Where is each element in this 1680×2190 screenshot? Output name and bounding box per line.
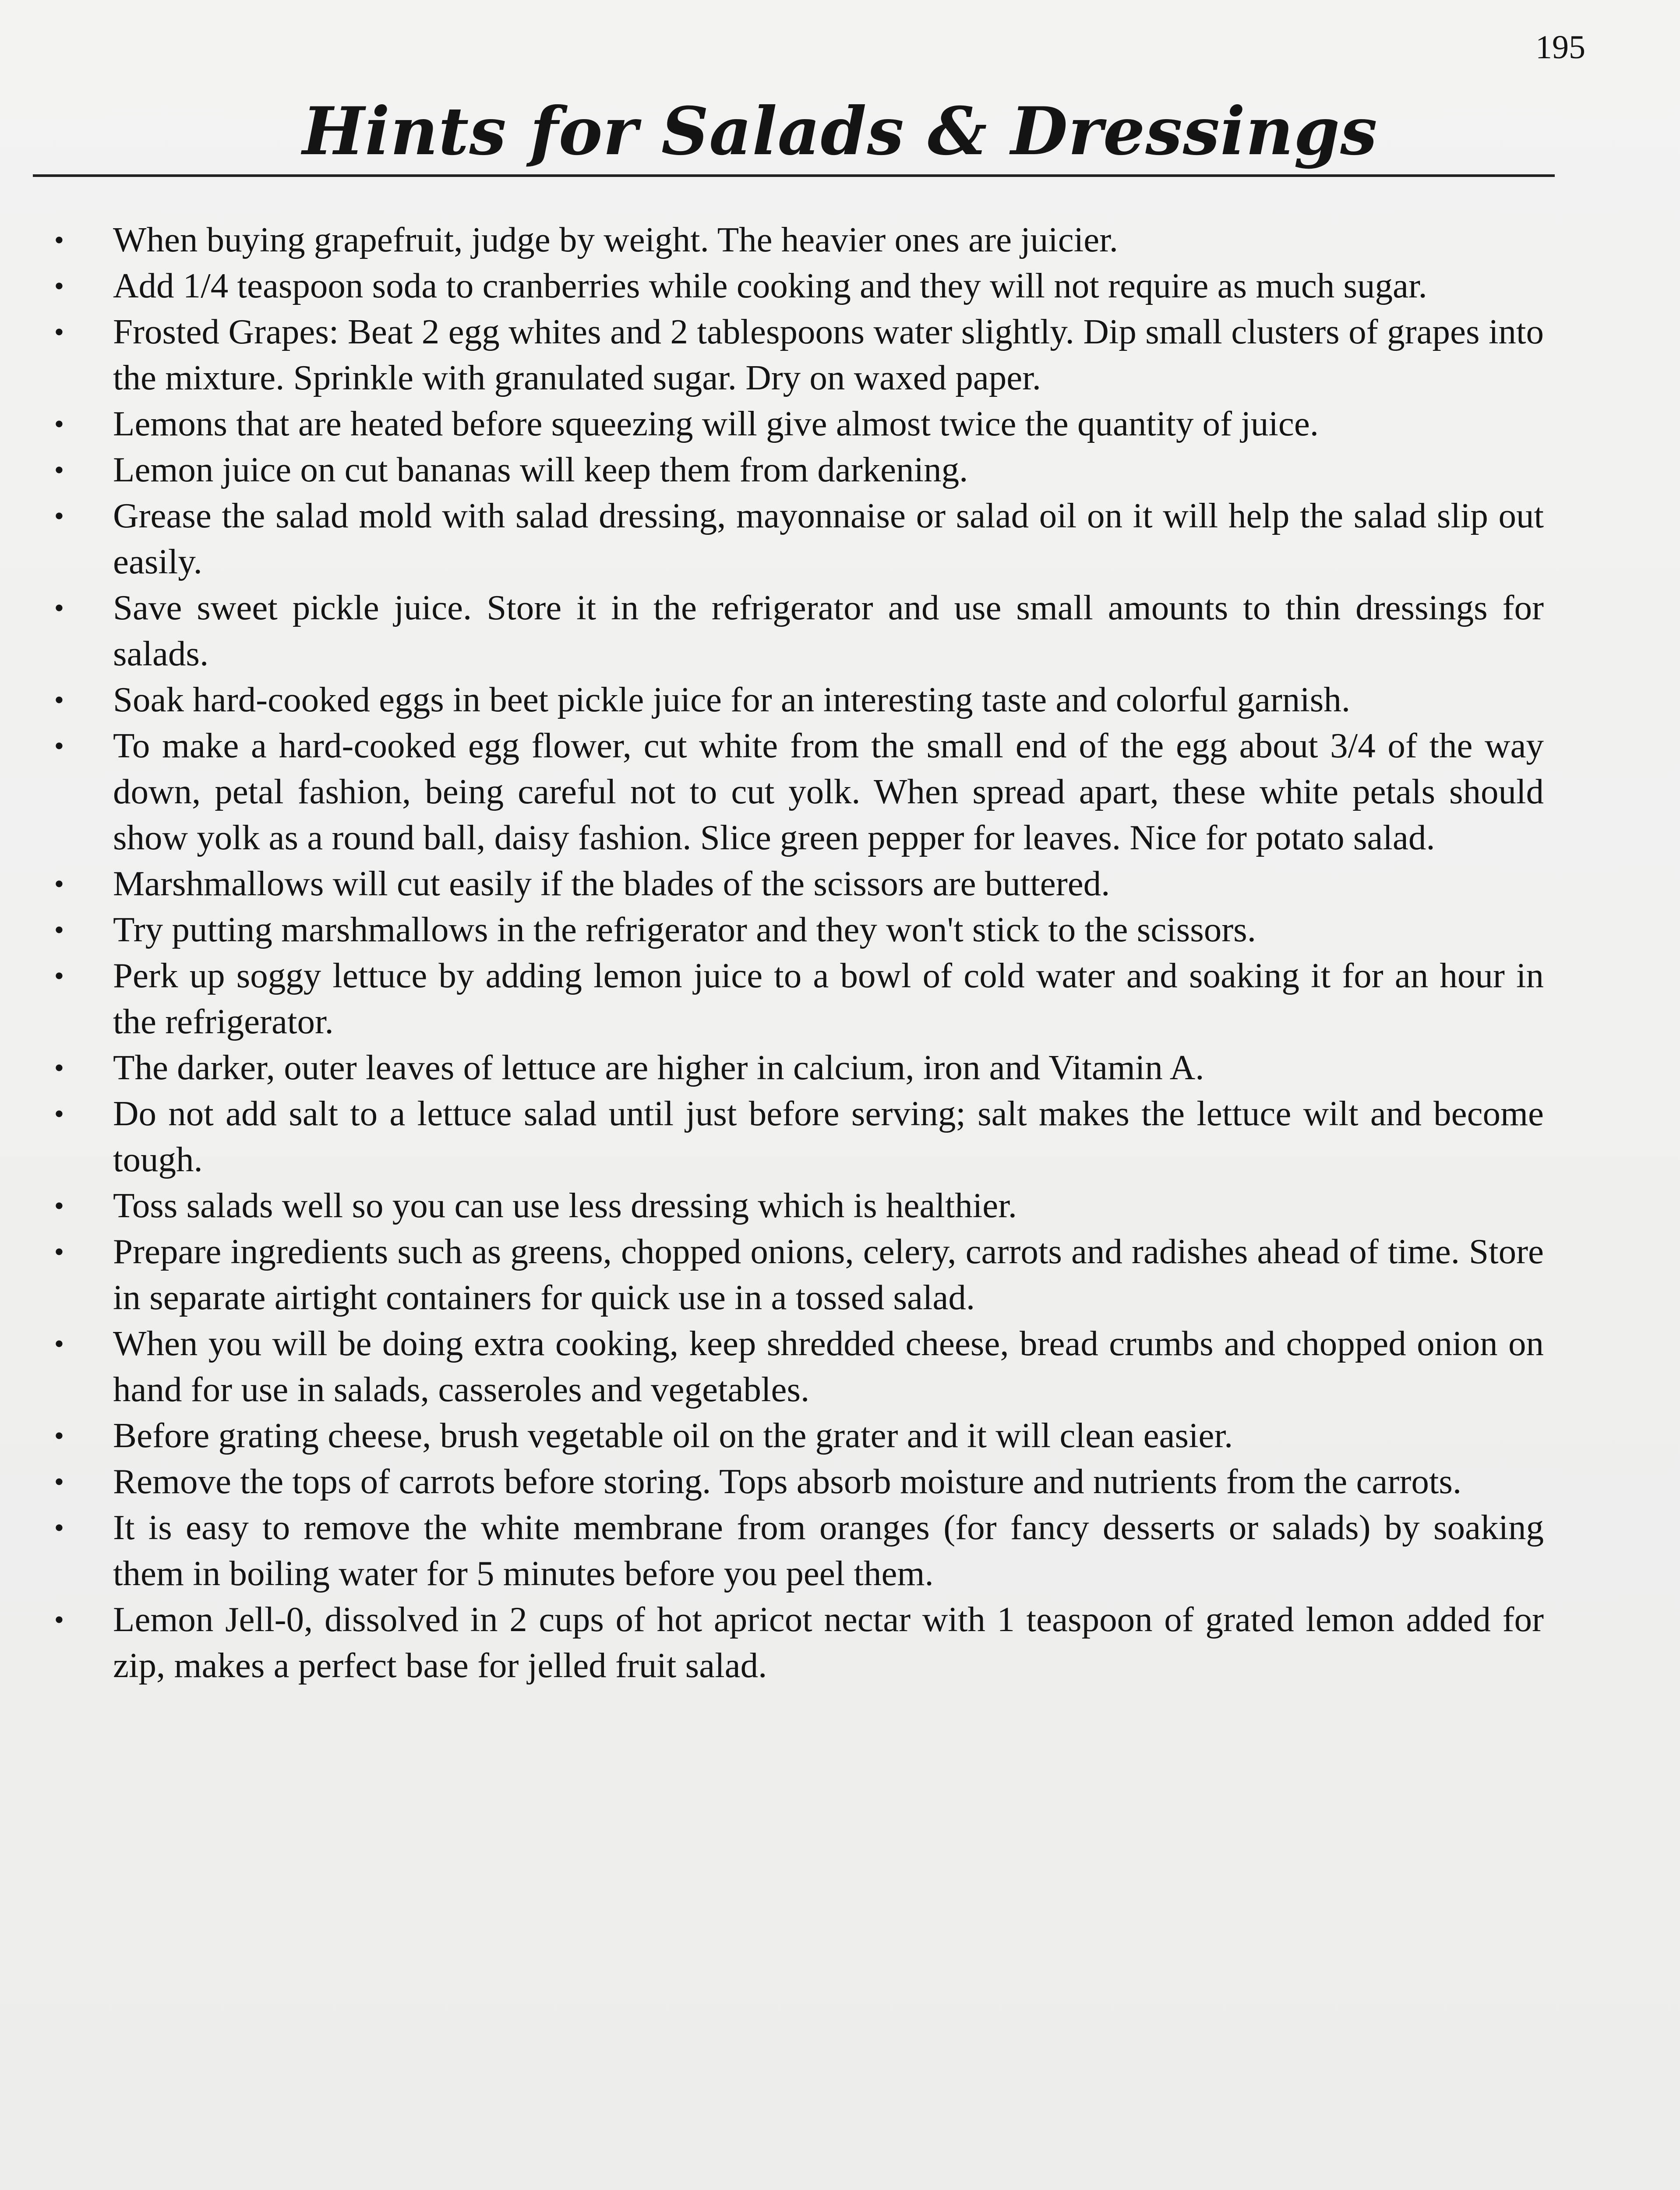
bullet-icon: • [54,1328,64,1359]
hint-text: Do not add salt to a lettuce salad until just before serving; salt makes the lettuce wilt and become tough. [113,1094,1544,1179]
hint-text: Frosted Grapes: Beat 2 egg whites and 2 tablespoons water slightly. Dip small clusters of grapes into the mixture. Sprinkle with granulated sugar. Dry on waxed paper. [113,312,1544,397]
list-item [46,493,1544,585]
hint-text: Prepare ingredients such as greens, chopped onions, celery, carrots and radishes ahead of time. Store in separate airtight containers for quick use in a tossed salad. [113,1232,1544,1317]
hint-text: Remove the tops of carrots before storing. Tops absorb moisture and nutrients from the carrots. [113,1462,1462,1501]
bullet-icon: • [54,684,64,715]
bullet-icon: • [54,408,64,439]
list-item [46,1183,1544,1229]
list-item [46,677,1544,723]
bullet-icon: • [54,270,64,301]
hint-text: Marshmallows will cut easily if the blades of the scissors are buttered. [113,864,1110,903]
bullet-icon: • [54,1604,64,1635]
bullet-icon: • [54,1420,64,1451]
hint-text: When buying grapefruit, judge by weight. The heavier ones are juicier. [113,220,1118,259]
bullet-icon: • [54,454,64,485]
bullet-icon: • [54,316,64,347]
list-item [46,1413,1544,1459]
hint-text: Add 1/4 teaspoon soda to cranberries while cooking and they will not require as much sugar. [113,266,1427,305]
bullet-icon: • [54,500,64,531]
bullet-icon: • [54,1052,64,1083]
hint-text: Lemon juice on cut bananas will keep them from darkening. [113,450,968,489]
bullet-icon: • [54,1512,64,1543]
list-item [46,1229,1544,1321]
list-item [46,585,1544,677]
list-item [46,861,1544,907]
bullet-icon: • [54,224,64,255]
list-item [46,1597,1544,1688]
list-item [46,1045,1544,1091]
hint-text: Try putting marshmallows in the refrigerator and they won't stick to the scissors. [113,910,1256,949]
bullet-icon: • [54,730,64,761]
bullet-icon: • [54,1190,64,1221]
list-item [46,217,1544,263]
bullet-icon: • [54,1098,64,1129]
hint-text: Toss salads well so you can use less dressing which is healthier. [113,1186,1017,1225]
title-divider [33,174,1555,177]
list-item [46,953,1544,1045]
hint-text: The darker, outer leaves of lettuce are higher in calcium, iron and Vitamin A. [113,1048,1204,1087]
hint-text: Perk up soggy lettuce by adding lemon juice to a bowl of cold water and soaking it for an hour in the refrigerator. [113,956,1544,1041]
bullet-icon: • [54,1466,64,1497]
hint-text: Grease the salad mold with salad dressing, mayonnaise or salad oil on it will help the salad slip out easily. [113,496,1544,581]
list-item [46,1321,1544,1413]
hint-text: Lemon Jell-0, dissolved in 2 cups of hot apricot nectar with 1 teaspoon of grated lemon added for zip, makes a perfect base for jelled fruit salad. [113,1600,1544,1685]
list-item [46,309,1544,401]
hint-text: Lemons that are heated before squeezing will give almost twice the quantity of juice. [113,404,1319,443]
list-item [46,263,1544,309]
list-item [46,1505,1544,1597]
bullet-icon: • [54,1236,64,1267]
hint-text: Before grating cheese, brush vegetable oil on the grater and it will clean easier. [113,1416,1233,1455]
hint-text: When you will be doing extra cooking, keep shredded cheese, bread crumbs and chopped onion on hand for use in salads, casseroles and vegetables. [113,1324,1544,1409]
bullet-icon: • [54,868,64,899]
bullet-icon: • [54,960,64,991]
list-item [46,447,1544,493]
hint-text: Soak hard-cooked eggs in beet pickle juice for an interesting taste and colorful garnish. [113,680,1351,719]
list-item [46,1459,1544,1505]
page-title: Hints for Salads & Dressings [302,93,1378,170]
hint-text: To make a hard-cooked egg flower, cut white from the small end of the egg about 3/4 of the way down, petal fashion, being careful not to cut yolk. When spread apart, these white petals should show yolk as a round ball, daisy fashion. Slice green pepper for leaves. Nice for potato salad. [113,726,1544,857]
bullet-icon: • [54,914,64,945]
list-item [46,723,1544,861]
list-item [46,1091,1544,1183]
list-item [46,907,1544,953]
page-number: 195 [1535,29,1585,66]
hint-text: Save sweet pickle juice. Store it in the refrigerator and use small amounts to thin dressings for salads. [113,588,1544,673]
hints-list [46,217,1544,1688]
bullet-icon: • [54,592,64,623]
list-item [46,401,1544,447]
hint-text: It is easy to remove the white membrane from oranges (for fancy desserts or salads) by soaking them in boiling water for 5 minutes before you peel them. [113,1508,1544,1593]
